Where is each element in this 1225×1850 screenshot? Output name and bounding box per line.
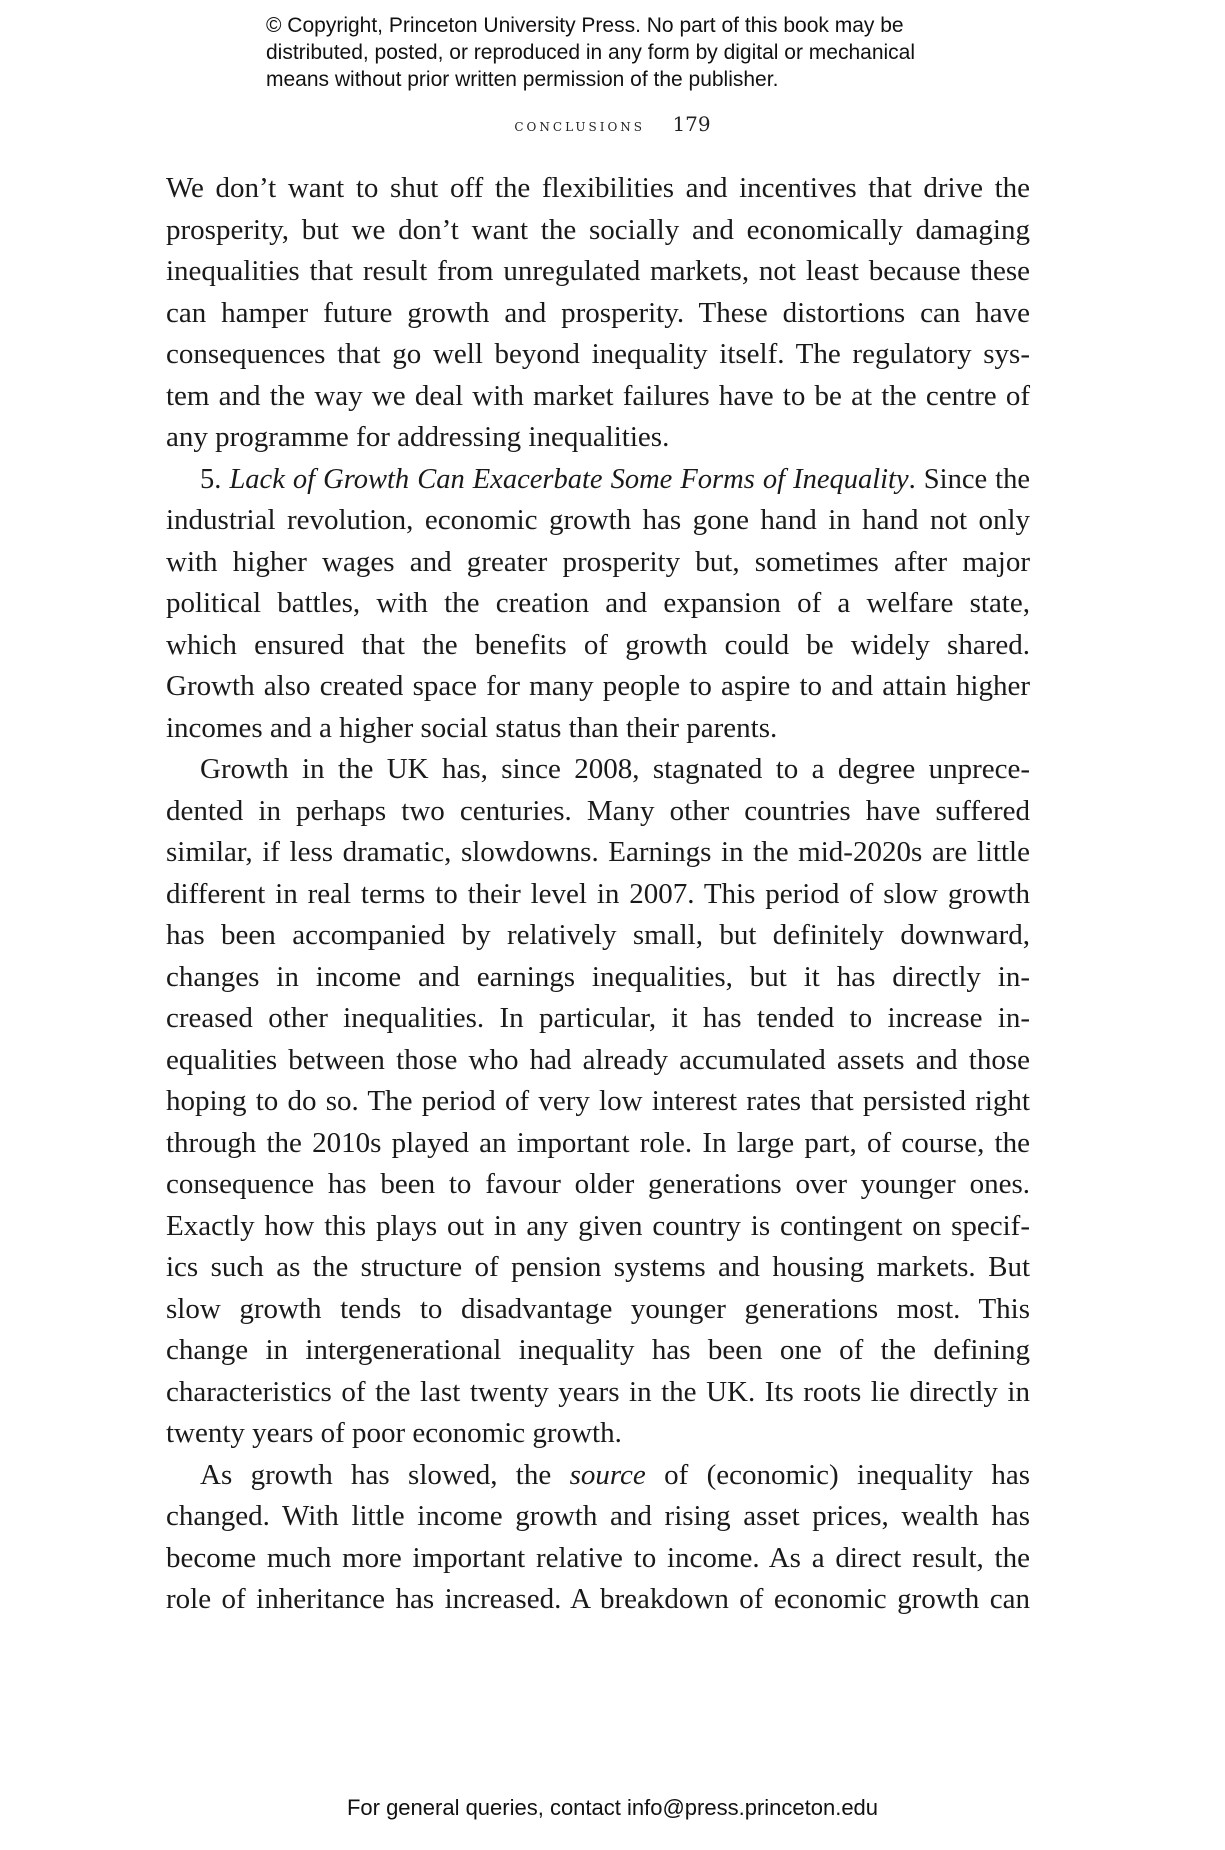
text-line: ics such as the structure of pension systems and housing markets. But [166, 1251, 1030, 1283]
last-para-rest: of (economic) inequality has [645, 1458, 1030, 1491]
last-para-start: As growth has slowed, the [200, 1458, 570, 1491]
text-line: consequence has been to favour older generations over younger ones. [166, 1168, 1030, 1200]
copyright-line: distributed, posted, or reproduced in any form by digital or mechanical [266, 41, 916, 64]
text-line: become much more important relative to income. As a direct result, the [166, 1541, 1030, 1574]
last-para-italic: source [569, 1458, 646, 1491]
text-line: inequalities that result from unregulated markets, not least because these [166, 255, 1030, 287]
text-line: changed. With little income growth and rising asset prices, wealth has [166, 1500, 1030, 1532]
text-line: similar, if less dramatic, slowdowns. Earnings in the mid-2020s are little [166, 836, 1030, 868]
item5-rest: . Since the [908, 463, 1030, 495]
text-line: changes in income and earnings inequalities, but it has directly in- [166, 960, 1030, 993]
text-line: political battles, with the creation and expansion of a welfare state, [166, 587, 1030, 619]
text-line: consequences that go well beyond inequality itself. The regulatory sys- [166, 338, 1030, 370]
text-line: hoping to do so. The period of very low interest rates that persisted right [166, 1085, 1030, 1117]
item5-number: 5. [200, 463, 230, 495]
item5-heading: Lack of Growth Can Exacerbate Some Forms of Inequality [229, 463, 909, 495]
text-line: tem and the way we deal with market failures have to be at the centre of [166, 379, 1030, 412]
text-line: Growth also created space for many people to aspire to and attain higher [166, 670, 1030, 702]
running-head [0, 112, 1225, 136]
text-line: role of inheritance has increased. A breakdown of economic growth can [166, 1583, 1030, 1615]
item5-heading-line [166, 459, 1030, 501]
last-para-first-line [166, 1455, 1030, 1497]
text-line: Growth in the UK has, since 2008, stagnated to a degree unprece- [200, 753, 1030, 785]
text-line: incomes and a higher social status than their parents. [166, 711, 778, 744]
text-line: with higher wages and greater prosperity but, sometimes after major [166, 545, 1030, 578]
footer-contact: For general queries, contact info@press.princeton.edu [346, 1795, 879, 1820]
text-line: Exactly how this plays out in any given country is contingent on specif- [166, 1209, 1030, 1242]
text-line: different in real terms to their level in 2007. This period of slow growth [166, 877, 1030, 910]
text-line: change in intergenerational inequality has been one of the defining [166, 1334, 1030, 1366]
text-line: creased other inequalities. In particular, it has tended to increase in- [166, 1002, 1030, 1034]
text-line: can hamper future growth and prosperity. These distortions can have [166, 296, 1030, 329]
text-line: equalities between those who had already accumulated assets and those [166, 1043, 1030, 1076]
copyright-notice [266, 12, 986, 93]
text-line: industrial revolution, economic growth has gone hand in hand not only [166, 504, 1030, 536]
chapter-title: conclusions [514, 116, 646, 136]
text-line: characteristics of the last twenty years in the UK. Its roots lie directly in [166, 1375, 1030, 1408]
text-line: has been accompanied by relatively small, but definitely downward, [166, 919, 1030, 951]
text-line: prosperity, but we don’t want the socially and economically damaging [166, 213, 1030, 246]
text-line: which ensured that the benefits of growth could be widely shared. [166, 628, 1030, 661]
copyright-line: © Copyright, Princeton University Press. No part of this book may be [266, 14, 904, 37]
text-line: We don’t want to shut off the flexibilities and incentives that drive the [166, 172, 1030, 204]
text-line: through the 2010s played an important role. In large part, of course, the [166, 1126, 1030, 1159]
body-text [166, 168, 1030, 1621]
copyright-line: means without prior written permission of the publisher. [266, 68, 779, 91]
text-line: slow growth tends to disadvantage younger generations most. This [166, 1292, 1030, 1325]
text-line: twenty years of poor economic growth. [166, 1417, 622, 1449]
text-line: any programme for addressing inequalities. [166, 421, 670, 453]
page-number: 179 [672, 112, 711, 136]
text-line: dented in perhaps two centuries. Many other countries have suffered [166, 794, 1030, 827]
